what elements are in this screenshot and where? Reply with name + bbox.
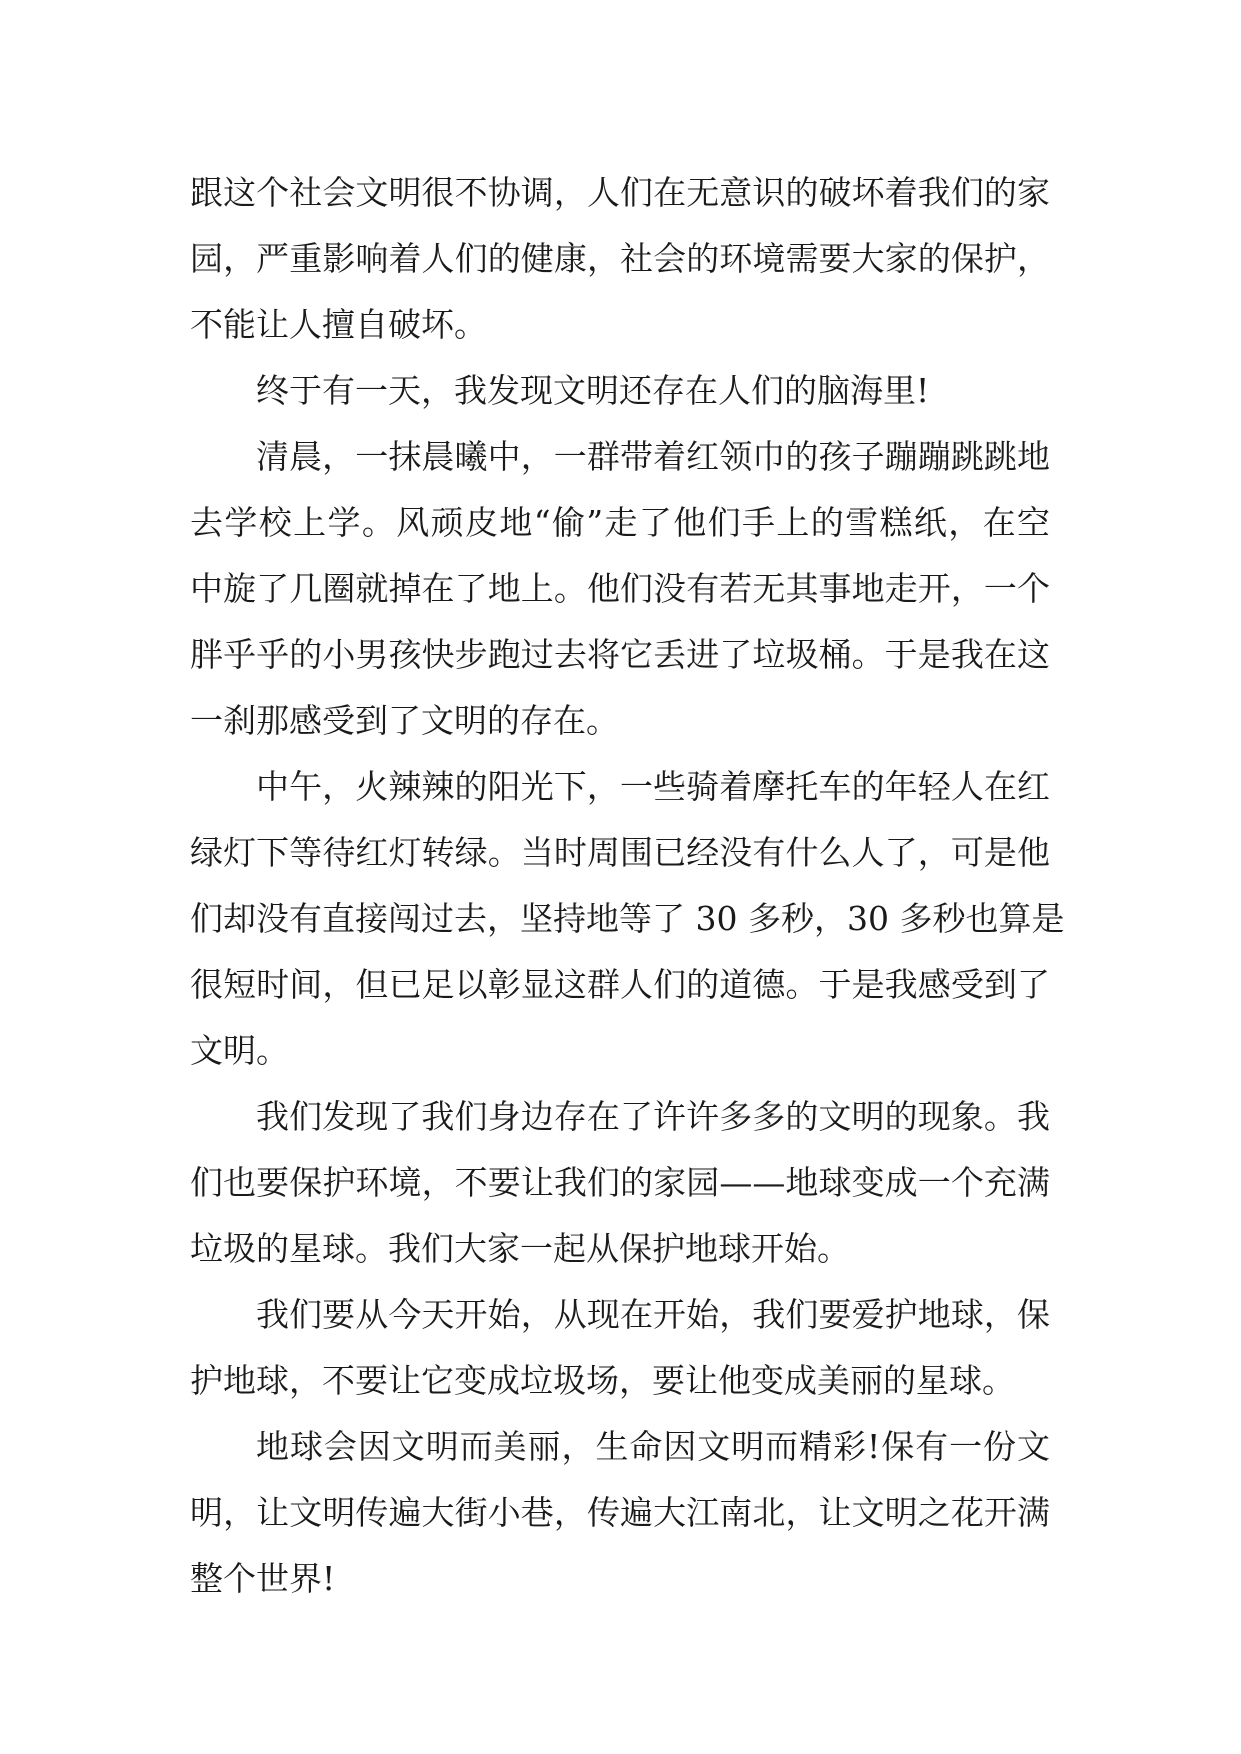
text-line: 清晨，一抹晨曦中，一群带着红领巾的孩子蹦蹦跳跳地 <box>256 437 1050 476</box>
text-line: 中旋了几圈就掉在了地上。他们没有若无其事地走开，一个 <box>190 569 1050 608</box>
text-line: 们也要保护环境，不要让我们的家园——地球变成一个充满 <box>190 1163 1050 1202</box>
paragraph <box>190 424 1070 754</box>
text-line: 园，严重影响着人们的健康，社会的环境需要大家的保护， <box>190 239 1050 278</box>
text-line: 我们发现了我们身边存在了许许多多的文明的现象。我 <box>256 1097 1050 1136</box>
text-line: 垃圾的星球。我们大家一起从保护地球开始。 <box>190 1229 850 1268</box>
text-line: 整个世界! <box>190 1559 336 1598</box>
text-line: 文明。 <box>190 1031 289 1070</box>
text-line: 很短时间，但已足以彰显这群人们的道德。于是我感受到了 <box>190 965 1050 1004</box>
paragraph <box>190 754 1070 1084</box>
text-line: 护地球，不要让它变成垃圾场，要让他变成美丽的星球。 <box>190 1361 1015 1400</box>
paragraph <box>190 1282 1070 1414</box>
text-line: 地球会因文明而美丽，生命因文明而精彩!保有一份文 <box>256 1427 1050 1466</box>
text-line: 绿灯下等待红灯转绿。当时周围已经没有什么人了，可是他 <box>190 833 1050 872</box>
paragraph <box>190 1084 1070 1282</box>
text-line: 去学校上学。风顽皮地“偷”走了他们手上的雪糕纸，在空 <box>190 503 1050 542</box>
text-line: 不能让人擅自破坏。 <box>190 305 487 344</box>
text-line: 们却没有直接闯过去，坚持地等了 30 多秒，30 多秒也算是 <box>190 899 1065 938</box>
paragraph <box>190 358 1070 424</box>
document-body <box>190 160 1070 1612</box>
paragraph <box>190 1414 1070 1612</box>
text-line: 一刹那感受到了文明的存在。 <box>190 701 619 740</box>
text-line: 我们要从今天开始，从现在开始，我们要爱护地球，保 <box>256 1295 1050 1334</box>
text-line: 跟这个社会文明很不协调，人们在无意识的破坏着我们的家 <box>190 173 1050 212</box>
paragraph <box>190 160 1070 358</box>
text-line: 终于有一天，我发现文明还存在人们的脑海里! <box>256 371 930 410</box>
text-line: 明，让文明传遍大街小巷，传遍大江南北，让文明之花开满 <box>190 1493 1050 1532</box>
text-line: 胖乎乎的小男孩快步跑过去将它丢进了垃圾桶。于是我在这 <box>190 635 1050 674</box>
text-line: 中午，火辣辣的阳光下，一些骑着摩托车的年轻人在红 <box>256 767 1050 806</box>
